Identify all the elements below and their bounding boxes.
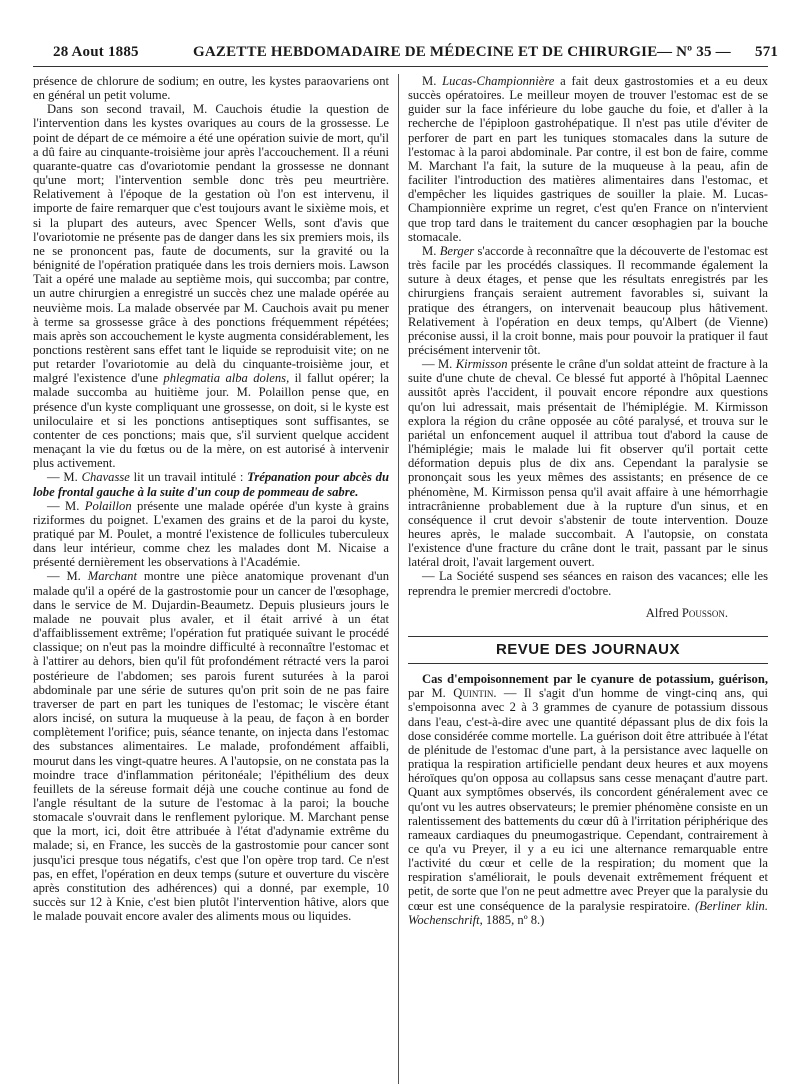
paragraph-text: présente le crâne d'un soldat atteint de fracture à la suite d'une chute de cheval. Ce blessé fut apporté à l'hôpital Laennec aussitôt après l'accident, il pouvait encore répondre aux questions qu'on lui adressait, mais présentait de l'hémiplégie. M. Kirmisson explora la région du crâne opposée au côté paralysé, et trouva sur le pariétal un enfoncement auquel il attribua tout d'abord la cause de l'hémiplégie; mais le malade lui fit observer qu'il portait cette déformation depuis plus de dix ans. Cependant la paralysie se prononçait sous les yeux mêmes des assistants; en présence de ce phénomène, M. Kirmisson pensa qu'il avait affaire à une hémorrhagie intracrânienne probablement due à la rupture d'un sinus, et en conséquence il crut devoir s'abstenir de toute intervention. Douze heures après, le malade succombait. A l'autopsie, on constata l'existence d'une fracture du crâne dont le trait, passant par le sinus latéral droit, l'avait largement ouvert. bbox=[408, 357, 768, 570]
author-name: Marchant bbox=[87, 569, 137, 584]
signature-last-name: Pousson. bbox=[681, 605, 728, 620]
author-name: Polaillon bbox=[84, 498, 132, 513]
review-citation: (Berliner klin. Wochenschrift, bbox=[408, 898, 768, 927]
signature-first-name: Alfred bbox=[645, 605, 679, 620]
italic-term: phlegmatia alba dolens, bbox=[163, 371, 290, 386]
dash-prefix: — M. bbox=[422, 357, 453, 372]
paragraph: présence de chlorure de sodium; en outre, les kystes paraovariens ont en général un petit volume. bbox=[33, 74, 389, 103]
paragraph bbox=[33, 499, 389, 570]
paragraph bbox=[408, 357, 768, 569]
paragraph bbox=[33, 102, 389, 470]
paragraph-text: a fait deux gastrostomies et a eu deux succès opératoires. Le meilleur moyen de trouver l'estomac est de se guider sur la face inférieure du lobe gauche du foie, et d'aller à la recherche de l'épiploon gastrohépatique. Il n'est pas utile d'éviter de perforer de part en part les tuniques stomacales dans la suture de l'estomac à la paroi abdominale. Par contre, il est bon de faire, comme M. Marchant l'a fait, la suture de la muqueuse à la peau, afin de faciliter l'introduction des matières alimentaires dans l'estomac, et d'empêcher les liquides gastriques de souiller la plaie. M. Lucas-Championnière exprime un regret, c'est qu'en France on n'intervient que trop tard dans le traitement du cancer œsophagien par la bouche stomacale. bbox=[408, 74, 768, 244]
paragraph-text: il fallut opérer; la malade succomba au huitième jour. M. Polaillon pense que, en présence d'un kyste compliquant une grossesse, on doit, si le kyste est uniloculaire et si les ponctions antiseptiques sont suffisantes, se contenter de ces ponctions; mais que, s'il survient quelque accident menaçant la vie du fœtus ou de la mère, on est autorisé à intervenir plus activement. bbox=[33, 371, 389, 471]
text-columns bbox=[33, 74, 768, 1084]
paragraph: — La Société suspend ses séances en raison des vacances; elle les reprendra le premier mercredi d'octobre. bbox=[408, 569, 768, 598]
review-by: par M. bbox=[408, 686, 446, 701]
paragraph-text: lit un travail intitulé : bbox=[133, 470, 244, 485]
paragraph bbox=[33, 470, 389, 498]
header-page-number: 571 bbox=[755, 44, 779, 60]
author-name: Berger bbox=[439, 243, 475, 258]
review-title: Cas d'empoisonnement par le cyanure de potassium, guérison, bbox=[422, 672, 768, 687]
author-name: Lucas-Championnière bbox=[442, 74, 555, 88]
dash-prefix: — M. bbox=[47, 569, 81, 584]
header-date: 28 Aout 1885 bbox=[53, 44, 139, 60]
column-divider bbox=[398, 74, 399, 1084]
signature bbox=[408, 606, 768, 620]
paragraph-text: montre une pièce anatomique provenant d'un malade qu'il a opéré de la gastrostomie pour un cancer de l'œsophage, dans le service de M. Dujardin-Beaumetz. Depuis plusieurs jours le malade ne pouvait plus avaler, et il était arrivé à un état d'affaiblissement extrême; l'opération fut pratiquée suivant le procédé classique; on n'eut pas la moindre difficulté à reconnaître l'estomac et à l'attirer au dehors, bien qu'il fût profondément rétracté vers la paroi postérieure de l'abdomen; ses parois furent suturées à la paroi abdominale par une série de sutures qu'on prit soin de ne pas faire traverser de part en part les tuniques de l'estomac; le viscère étant alors incisé, on sutura la muqueuse à la peau, de façon à en border complètement l'orifice; puis, séance tenante, on injecta dans l'estomac des substances alimentaires. Le malade, profondément affaibli, mourut dans les vingt-quatre heures. A l'autopsie, on ne constata pas la moindre trace d'inflammation péritonéale; l'épithélium des deux feuillets de la séreuse formait déjà une couche continue au fond de l'angle résultant de la suture de l'estomac à la paroi; la bouche stomacale s'ouvrait dans le renflement pylorique. M. Marchant pense que la mort, ici, doit être attribuée à l'état d'adynamie extrême du malade; si, en France, les succès de la gastrostomie pour cancer sont jusqu'ici presque tous négatifs, c'est que l'on opère trop tard. Ce n'est pas, en effet, l'opération en deux temps (suture et ouverture du viscère après constitution des adhérences) qui a donné, par exemple, 10 succès sur 12 à Knie, c'est bien plutôt l'intervention hâtive, alors que le malade pouvait encore avaler des aliments mous ou liquides. bbox=[33, 569, 389, 924]
review-citation-end: 1885, nº 8.) bbox=[485, 912, 545, 927]
author-name: Chavasse bbox=[81, 470, 130, 485]
paragraph-text: s'accorde à reconnaître que la découverte de l'estomac est très facile par les procédés classiques. Il recommande également la suture à deux étages, et pense que les résultats enregistrés par les chirurgiens français seraient autrement favorables si, suivant la pratique des étrangers, on intervenait beaucoup plus hâtivement. Relativement à l'opération en deux temps, qu'Albert (de Vienne) préconise aussi, il la croit bonne, mais pour pouvoir la pratiquer il faut précisément intervenir tôt. bbox=[408, 243, 768, 357]
section-rule-top bbox=[408, 636, 768, 637]
right-column bbox=[408, 74, 768, 1084]
paragraph-text: présente une malade opérée d'un kyste à grains riziformes du poignet. L'examen des grains et de la paroi du kyste, pratiqué par M. Poulet, a montré l'existence de follicules tuberculeux dans leur intérieur, comme chez les malades dont M. Nicaise a présenté dernièrement les observations à l'Académie. bbox=[33, 498, 389, 570]
paragraph-text: Dans son second travail, M. Cauchois étudie la question de l'intervention dans les kystes ovariques au cours de la grossesse. Le point de départ de ce mémoire a été une opération suivie de mort, qu'il a dû faire au cinquante-troisième jour après l'accouchement. Il a réuni quarante-quatre cas d'ovariotomie pendant la grossesse ne donnant qu'une mort; l'intervention semble donc très peu meurtrière. Relativement à l'époque de la gestation où l'on est intervenu, il importe de faire remarquer que c'est toujours avant le sixième mois, et si la plupart des auteurs, avec Spencer Wells, sont d'avis que l'ovariotomie ne présente pas de danger dans les six premiers mois, ils ne se prononcent pas, faute de documents, sur la gravité ou la bénignité de l'opération pratiquée dans les trois derniers mois. Lawson Tait a opéré une malade au septième mois, qui succomba; par contre, un autre chirurgien a enregistré un succès chez une malade opérée au neuvième mois. La malade observée par M. Cauchois avait pu mener à terme sa grossesse grâce à des ponctions fréquemment répétées; mais après son accouchement le kyste augmenta considérablement, les ponctions restèrent sans effet tant le liquide se reproduisit vite; on ne put retarder l'ovariotomie au delà du cinquante-troisième jour, et malgré l'existence d'une bbox=[33, 102, 389, 386]
left-column bbox=[33, 74, 389, 1084]
prefix: M. bbox=[422, 243, 437, 258]
author-name: Kirmisson bbox=[455, 357, 508, 372]
header-title: GAZETTE HEBDOMADAIRE DE MÉDECINE ET DE CHIRURGIE bbox=[193, 44, 658, 60]
header-rule bbox=[33, 66, 768, 67]
paragraph bbox=[408, 244, 768, 357]
dash-prefix: — M. bbox=[47, 498, 80, 513]
paragraph bbox=[33, 569, 389, 923]
review-paragraph bbox=[408, 672, 768, 927]
section-title: REVUE DES JOURNAUX bbox=[495, 640, 681, 658]
work-title: Trépanation pour abcès du lobe frontal gauche à la suite d'un coup de pommeau de sabre. bbox=[33, 470, 389, 499]
prefix: M. bbox=[422, 74, 437, 88]
section-rule-bottom bbox=[408, 663, 768, 664]
dash-prefix: — M. bbox=[47, 470, 78, 485]
header-issue-number: — Nº 35 — bbox=[657, 44, 731, 60]
review-author: Quintin. bbox=[453, 686, 497, 701]
review-text: — Il s'agit d'un homme de vingt-cinq ans, qui s'empoisonna avec 2 à 3 grammes de cyanure de potassium dissous dans l'eau, c'est-à-dire avec une quantité dépassant plus de dix fois la dose considérée comme mortelle. La guérison doit être attribuée à l'état de plénitude de l'estomac d'une part, à la persistance avec laquelle on pratiqua la respiration artificielle pendant deux heures et aux moyens héroïques qu'on opposa au collapsus sans cesse menaçant d'autre part. Quant aux symptômes observés, ils concordent généralement avec ce qu'ont vu les autres observateurs; le premier phénomène consiste en un ralentissement des battements du cœur dû à l'irritation périphérique des rameaux cardiaques du pneumogastrique. Cependant, contrairement à ce qu'a vu Preyer, il y a eu ici une alternance remarquable entre l'activité du cœur et celle de la respiration; du moment que la respiration s'améliorait, le pouls devenait extrêmement fréquent et petit, de sorte que l'on ne peut admettre avec Preyer que la paralysie du cœur est une conséquence de la paralysie respiratoire. bbox=[408, 686, 768, 913]
paragraph bbox=[408, 74, 768, 244]
